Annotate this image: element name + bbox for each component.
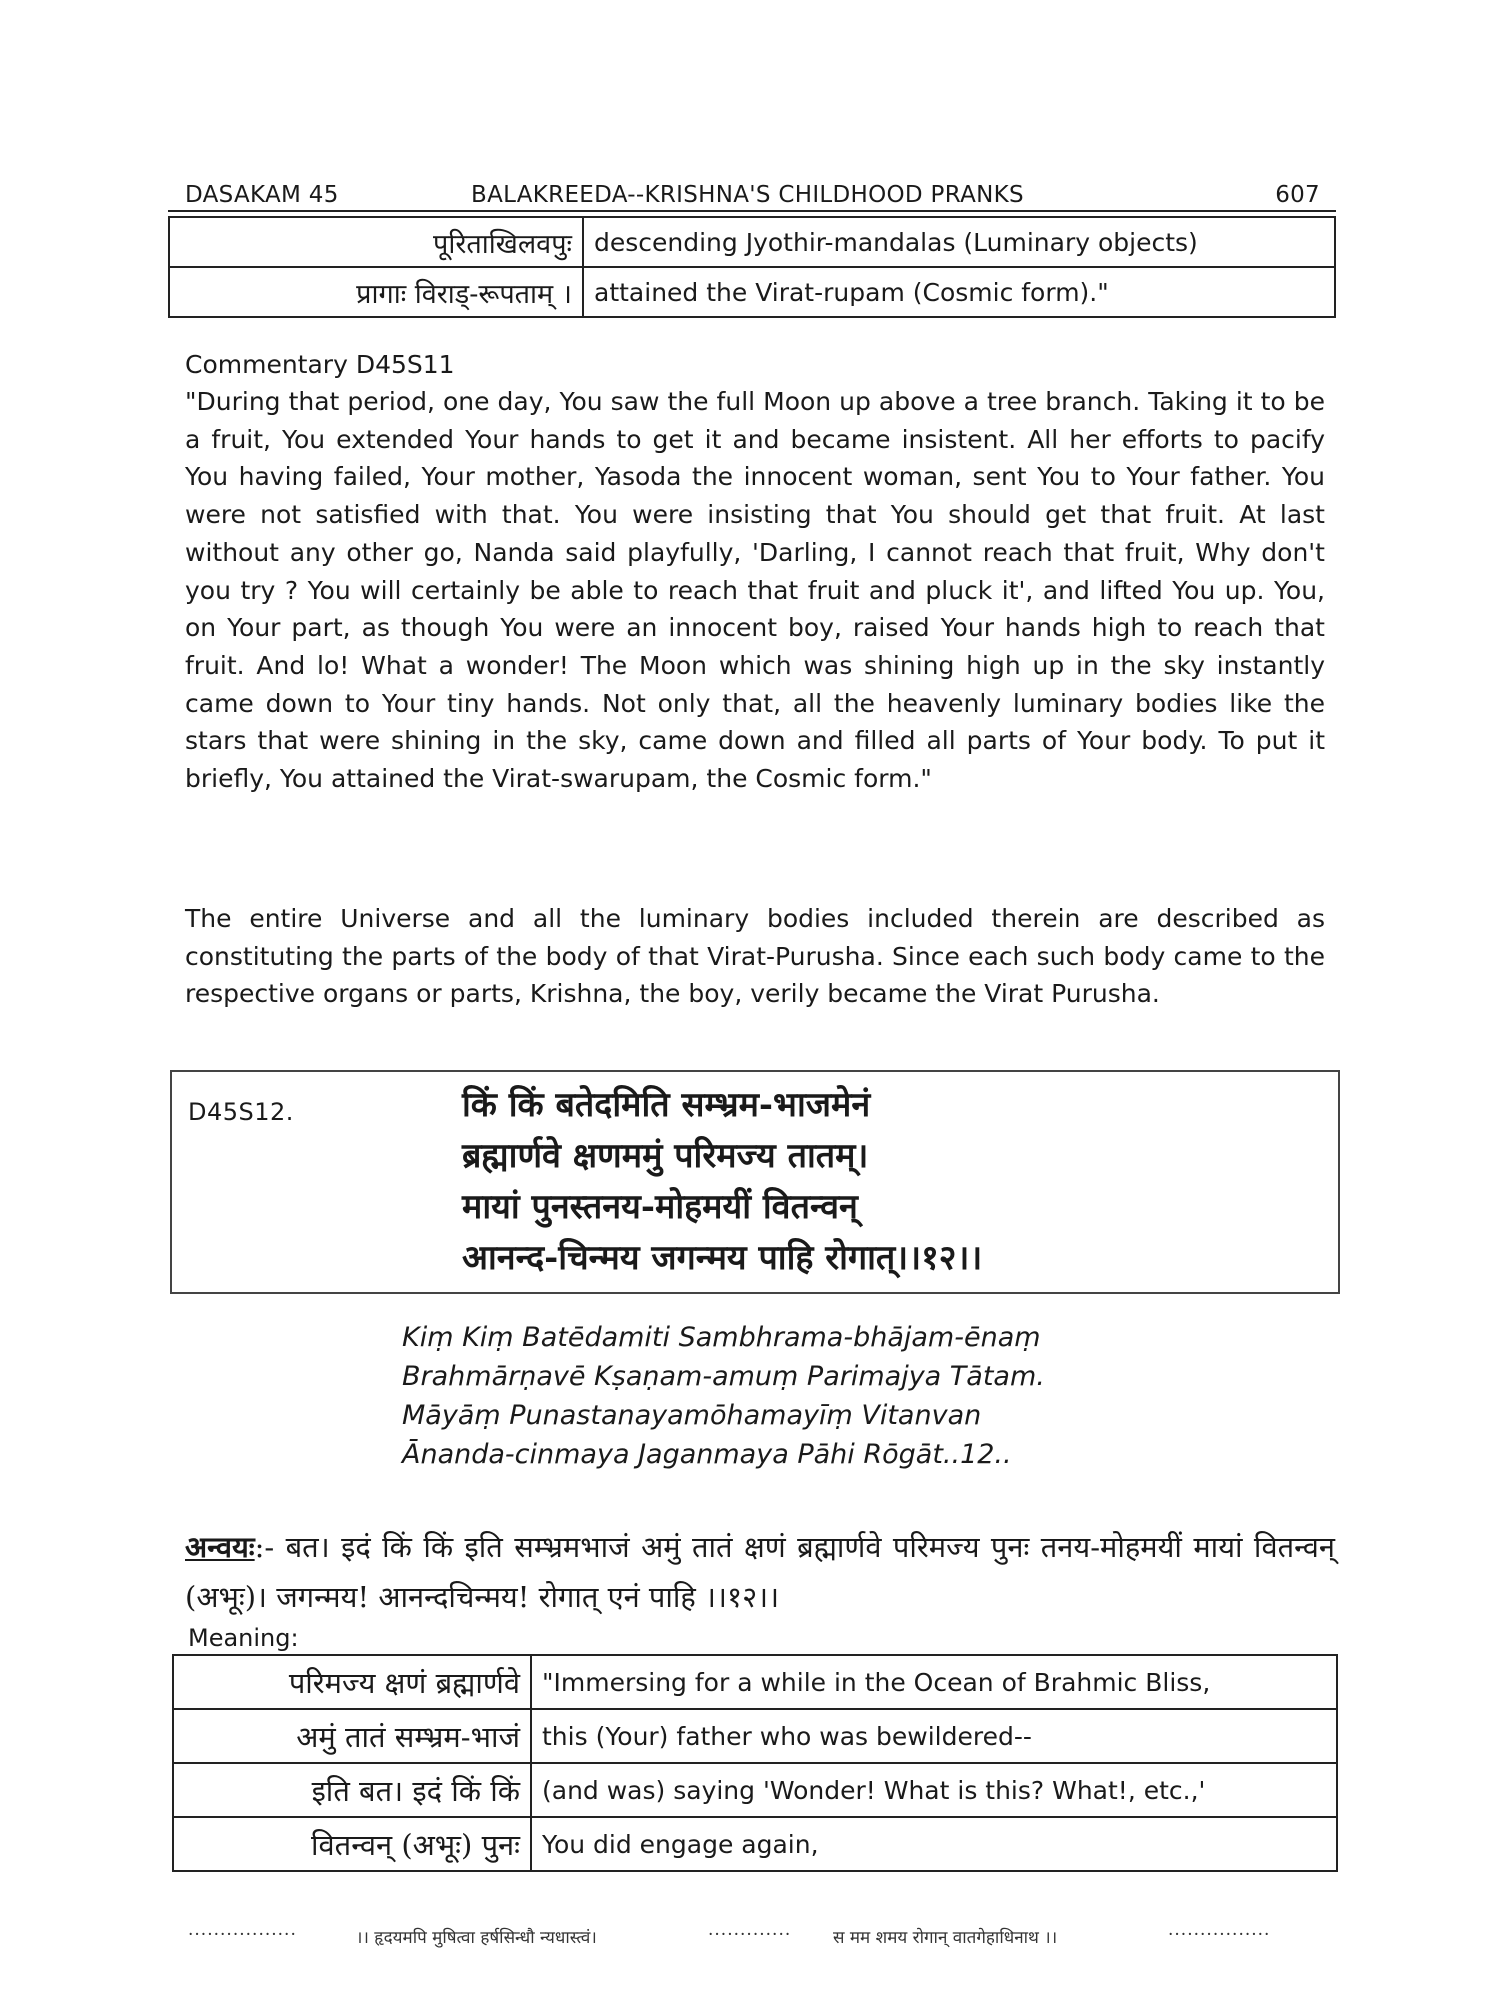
english-cell: attained the Virat-rupam (Cosmic form)." (583, 267, 1335, 317)
english-cell: (and was) saying 'Wonder! What is this? What!, etc.,' (531, 1763, 1337, 1817)
verse-line: आनन्द-चिन्मय जगन्मय पाहि रोगात्।।१२।। (462, 1238, 983, 1278)
transliteration (402, 1318, 1045, 1474)
transliteration-line: Ānanda-cinmaya Jaganmaya Pāhi Rōgāt..12.. (402, 1439, 1012, 1470)
table-row (173, 1763, 1337, 1817)
footer-dots-right: ················ (1168, 1925, 1271, 1945)
table-row (169, 267, 1335, 317)
commentary-text: "During that period, one day, You saw the full Moon up above a tree branch. Taking it to be a fruit, You extended Your hands to get it and became insistent. All her efforts to pacify You having failed, Your mother, Yasoda the innocent woman, sent You to Your father. You were not satisfied with that. You were insisting that You should get that fruit. At last without any other go, Nanda said playfully, 'Darling, I cannot reach that fruit, Why don't you try ? You will certainly be able to reach that fruit and pluck it', and lifted You up. You, on Your part, as though You were an innocent boy, raised Your hands high to reach that fruit. And lo! What a wonder! The Moon which was shining high up in the sky instantly came down to Your tiny hands. Not only that, all the heavenly luminary bodies like the stars that were shining in the sky, came down and filled all parts of Your body. To put it briefly, You attained the Virat-swarupam, the Cosmic form." (185, 387, 1325, 794)
table-row (173, 1709, 1337, 1763)
transliteration-line: Māyāṃ Punastanayamōhamayīṃ Vitanvan (402, 1400, 982, 1431)
verse-line: मायां पुनस्तनय-मोहमयीं वितन्वन् (462, 1187, 858, 1227)
sanskrit-cell: अमुं तातं सम्भ्रम-भाजं (173, 1709, 531, 1763)
table-row (173, 1655, 1337, 1709)
english-cell: "Immersing for a while in the Ocean of Brahmic Bliss, (531, 1655, 1337, 1709)
sanskrit-cell: इति बत। इदं किं किं (173, 1763, 531, 1817)
table-row (173, 1817, 1337, 1871)
sanskrit-cell: वितन्वन् (अभूः) पुनः (173, 1817, 531, 1871)
sanskrit-cell: परिमज्य क्षणं ब्रह्मार्णवे (173, 1655, 531, 1709)
gloss-table-top (168, 216, 1336, 318)
footer-dots-left: ················· (188, 1925, 297, 1945)
running-header (185, 182, 1320, 208)
anvaya-text: :- बत। इदं किं किं इति सम्भ्रमभाजं अमुं तातं क्षणं ब्रह्मार्णवे परिमज्य पुनः तनय-मोहमयीं मायां वितन्वन् (अभूः)। जगन्मय! आनन्दचिन्मय! रोगात् एनं पाहि ।।१२।। (185, 1530, 1335, 1614)
anvaya-label: अन्वयः (185, 1530, 255, 1564)
header-rule (168, 210, 1336, 212)
transliteration-line: Brahmārṇavē Kṣaṇam-amuṃ Parimajya Tātam. (402, 1361, 1045, 1392)
header-title: BALAKREEDA--KRISHNA'S CHILDHOOD PRANKS (471, 182, 1024, 208)
running-footer (188, 1925, 1336, 1953)
english-cell: this (Your) father who was bewildered-- (531, 1709, 1337, 1763)
english-cell: descending Jyothir-mandalas (Luminary objects) (583, 217, 1335, 267)
sanskrit-cell: पूरिताखिलवपुः (169, 217, 583, 267)
footer-text-right: स मम शमय रोगान् वातगेहाधिनाथ ।। (833, 1928, 1058, 1948)
verse-line: किं किं बतेदमिति सम्भ्रम-भाजमेनं (462, 1085, 871, 1125)
footer-text-left: ।। हृदयमपि मुषित्वा हर्षसिन्धौ न्यधास्त्वं। (356, 1928, 597, 1948)
page-number: 607 (1275, 182, 1320, 208)
sanskrit-cell: प्रागाः विराड्-रूपताम् । (169, 267, 583, 317)
footer-dots-mid: ············· (708, 1925, 792, 1945)
verse-label: D45S12. (188, 1098, 294, 1126)
verse-line: ब्रह्मार्णवे क्षणममुं परिमज्य तातम्। (462, 1136, 869, 1176)
table-row (169, 217, 1335, 267)
transliteration-line: Kiṃ Kiṃ Batēdamiti Sambhrama-bhājam-ēnaṃ (402, 1322, 1041, 1353)
english-cell: You did engage again, (531, 1817, 1337, 1871)
header-dasakam: DASAKAM 45 (185, 182, 339, 208)
anvaya-prose-order (185, 1522, 1335, 1622)
verse-box (170, 1070, 1340, 1294)
commentary-paragraph-2: The entire Universe and all the luminary bodies included therein are described as constituting the parts of the body of that Virat-Purusha. Since each such body came to the respective organs or parts, Krishna, the boy, verily became the Virat Purusha. (185, 904, 1325, 1009)
commentary-heading: Commentary D45S11 (185, 350, 455, 379)
meaning-heading: Meaning: (188, 1624, 299, 1652)
meaning-table (172, 1654, 1338, 1872)
verse-lines (462, 1080, 982, 1284)
